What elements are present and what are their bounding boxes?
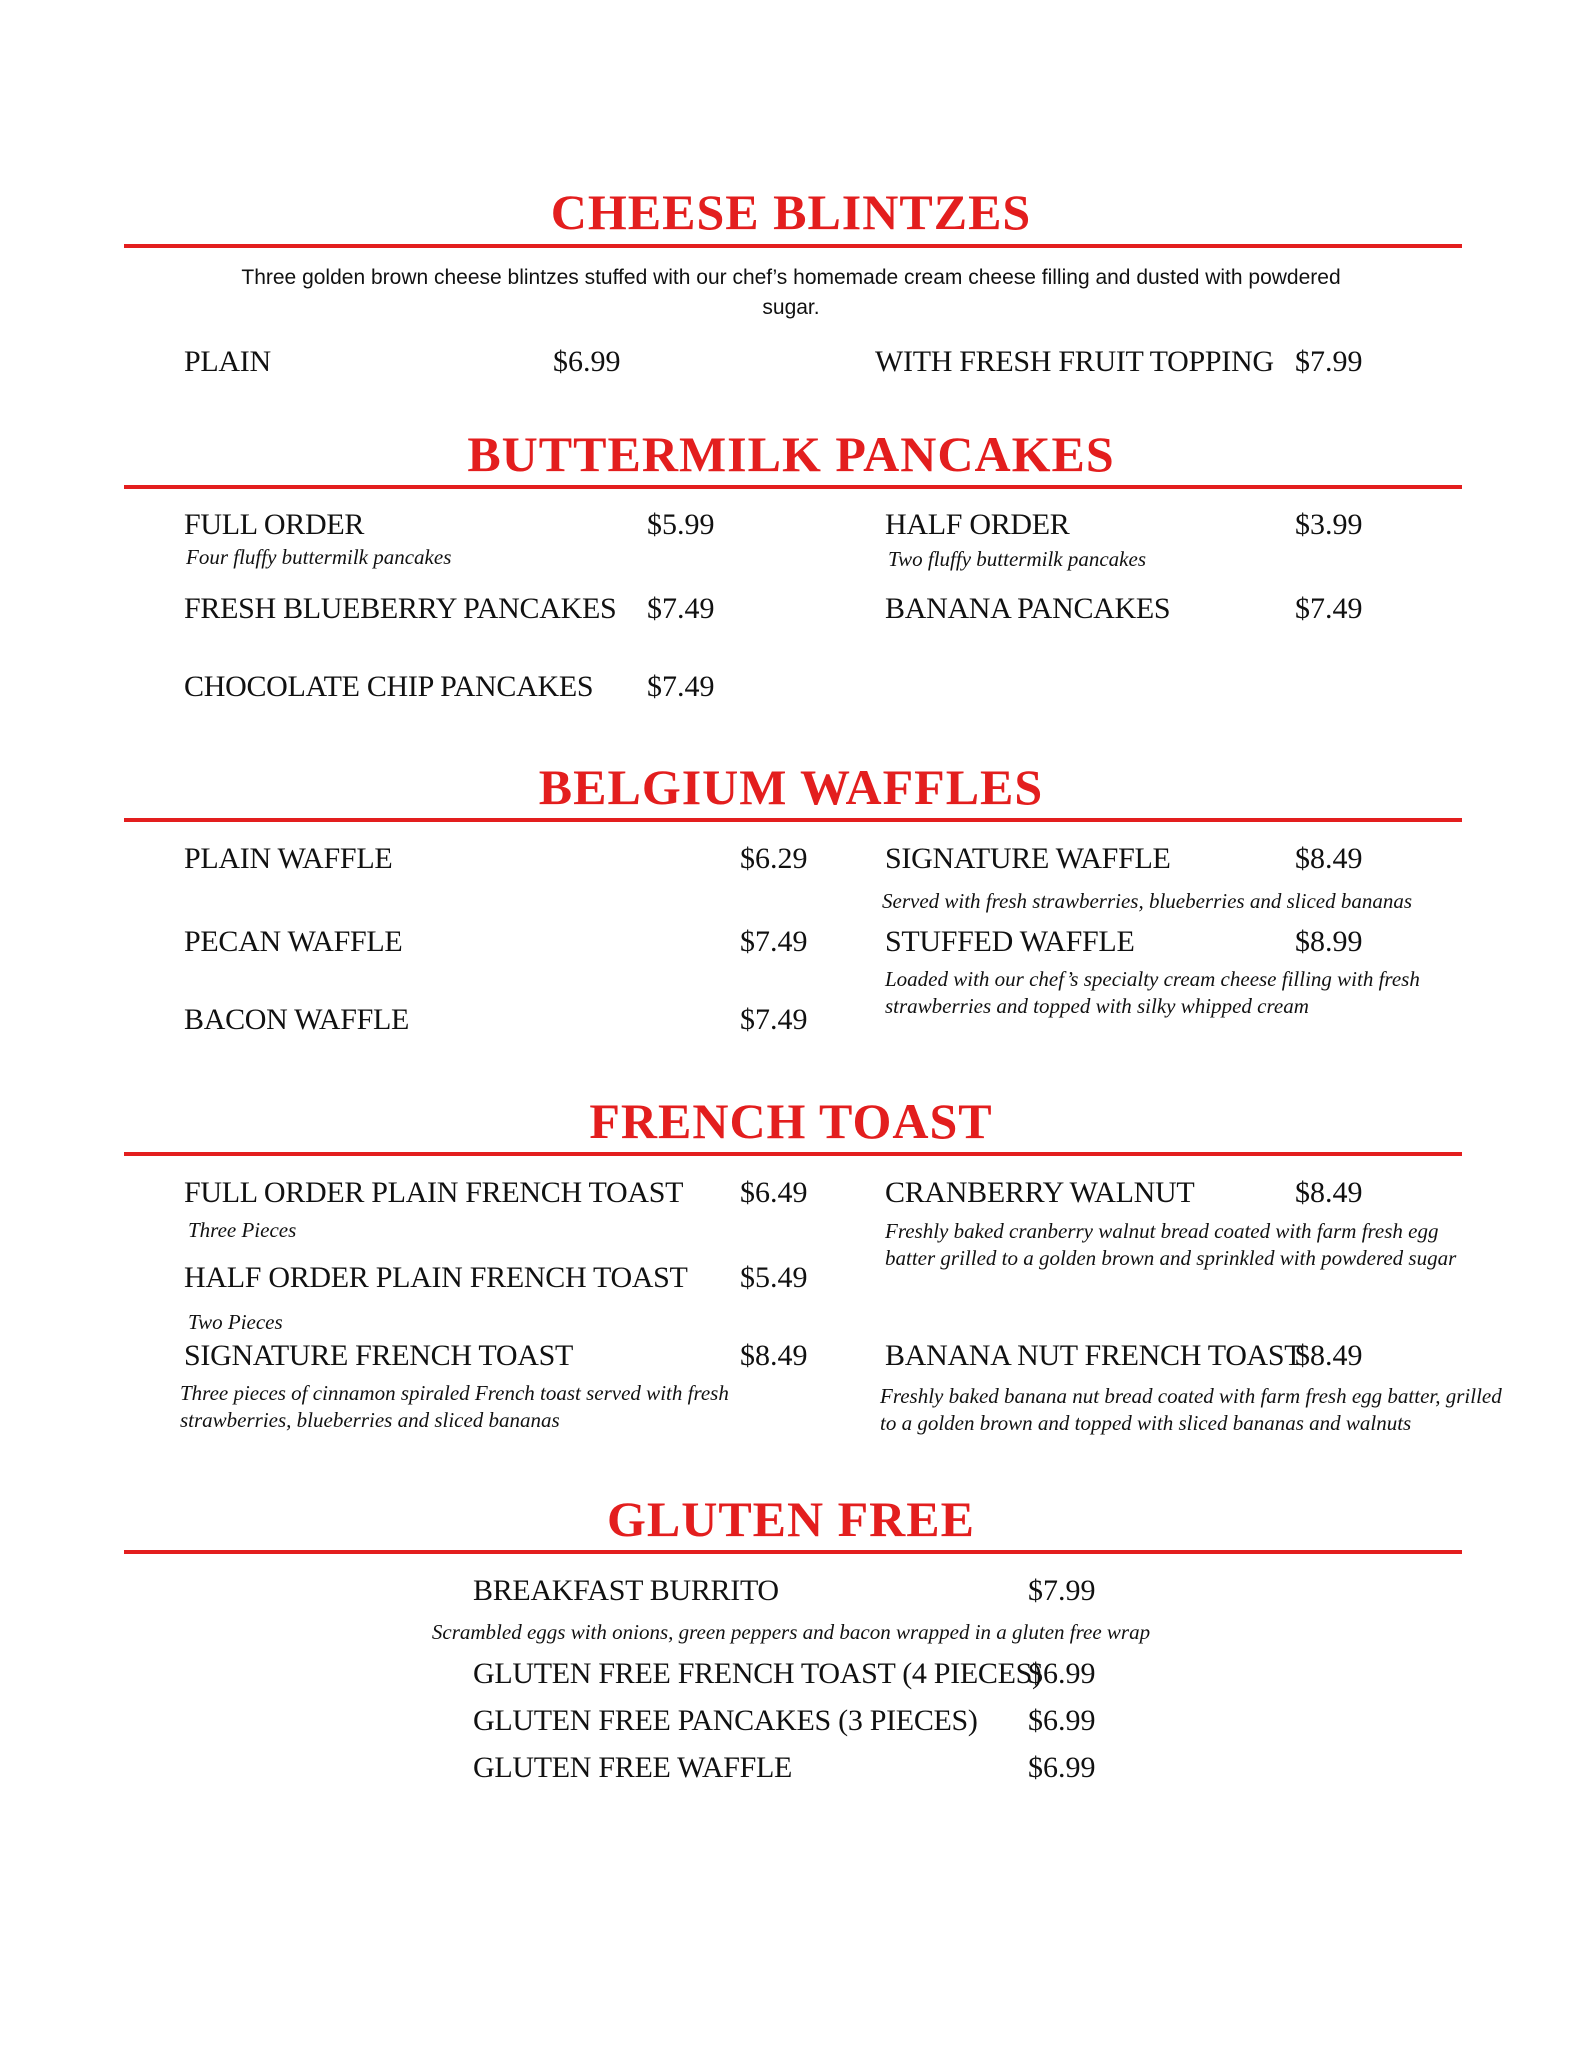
- section-title-belgium-waffles: BELGIUM WAFFLES: [538, 759, 1044, 815]
- section-title-french-toast: FRENCH TOAST: [589, 1093, 993, 1149]
- menu-item-price: $6.99: [553, 345, 621, 378]
- menu-item-price: $7.49: [1295, 592, 1363, 625]
- menu-item-description: Freshly baked cranberry walnut bread coated with farm fresh egg batter grilled to a golden brown and sprinkled with powdered sugar: [885, 1219, 1457, 1270]
- menu-item-price: $8.49: [1295, 1339, 1363, 1372]
- menu-item-description: Freshly baked banana nut bread coated with farm fresh egg batter, grilled to a golden brown and topped with sliced bananas and walnuts: [880, 1384, 1502, 1435]
- menu-item-name: FULL ORDER PLAIN FRENCH TOAST: [184, 1176, 684, 1209]
- menu-item-description: Loaded with our chef’s specialty cream cheese filling with fresh strawberries and topped with silky whipped cream: [885, 967, 1420, 1018]
- menu-item-price: $7.99: [1028, 1574, 1096, 1607]
- menu-item-name: BANANA PANCAKES: [885, 592, 1171, 625]
- menu-item-description: Three pieces of cinnamon spiraled French toast served with fresh strawberries, blueberries and sliced bananas: [180, 1381, 729, 1432]
- menu-item-name: FULL ORDER: [184, 508, 365, 541]
- menu-item-price: $6.29: [740, 842, 808, 875]
- menu-item-price: $8.49: [740, 1339, 808, 1372]
- menu-item-price: $6.99: [1028, 1751, 1096, 1784]
- menu-item-name: CRANBERRY WALNUT: [885, 1176, 1195, 1209]
- menu-item-name: FRESH BLUEBERRY PANCAKES: [184, 592, 617, 625]
- menu-item-name: SIGNATURE FRENCH TOAST: [184, 1339, 574, 1372]
- menu-item-price: $8.99: [1295, 925, 1363, 958]
- menu-item-price: $7.49: [740, 1003, 808, 1036]
- menu-item-name: BANANA NUT FRENCH TOAST: [885, 1339, 1303, 1372]
- section-divider: [124, 1152, 1462, 1156]
- menu-item-name: GLUTEN FREE PANCAKES (3 PIECES): [473, 1704, 978, 1737]
- menu-item-description: Served with fresh strawberries, blueberries and sliced bananas: [882, 889, 1413, 913]
- section-divider: [124, 485, 1462, 489]
- menu-item-price: $3.99: [1295, 508, 1363, 541]
- menu-item-description: Three Pieces: [188, 1218, 297, 1242]
- menu-item-description: Scrambled eggs with onions, green peppers and bacon wrapped in a gluten free wrap: [431, 1620, 1151, 1644]
- menu-item-price: $5.99: [647, 508, 715, 541]
- section-divider: [124, 818, 1462, 822]
- section-title-cheese-blintzes: CHEESE BLINTZES: [550, 184, 1032, 240]
- menu-item-price: $7.49: [647, 592, 715, 625]
- menu-item-name: BACON WAFFLE: [184, 1003, 410, 1036]
- menu-item-name: PLAIN WAFFLE: [184, 842, 393, 875]
- menu-item-price: $8.49: [1295, 1176, 1363, 1209]
- menu-item-name: GLUTEN FREE FRENCH TOAST (4 PIECES): [473, 1657, 1042, 1690]
- section-intro: Three golden brown cheese blintzes stuffed with our chef’s homemade cream cheese filling and dusted with powdered sugar.: [241, 266, 1341, 319]
- menu-item-price: $8.49: [1295, 842, 1363, 875]
- section-divider: [124, 1550, 1462, 1554]
- menu-item-description: Four fluffy buttermilk pancakes: [186, 545, 452, 569]
- menu-item-description: Two Pieces: [188, 1310, 283, 1334]
- menu-item-price: $6.99: [1028, 1704, 1096, 1737]
- menu-item-name: GLUTEN FREE WAFFLE: [473, 1751, 793, 1784]
- menu-item-name: HALF ORDER PLAIN FRENCH TOAST: [184, 1261, 688, 1294]
- menu-item-name: PLAIN: [184, 345, 271, 378]
- menu-item-name: HALF ORDER: [885, 508, 1070, 541]
- menu-item-name: STUFFED WAFFLE: [885, 925, 1135, 958]
- menu-item-price: $6.99: [1028, 1657, 1096, 1690]
- menu-item-name: SIGNATURE WAFFLE: [885, 842, 1171, 875]
- menu-item-price: $7.49: [740, 925, 808, 958]
- menu-item-description: Two fluffy buttermilk pancakes: [888, 547, 1146, 571]
- menu-item-price: $7.99: [1295, 345, 1363, 378]
- menu-item-price: $6.49: [740, 1176, 808, 1209]
- menu-item-price: $7.49: [647, 670, 715, 703]
- menu-item-price: $5.49: [740, 1261, 808, 1294]
- menu-item-name: BREAKFAST BURRITO: [473, 1574, 779, 1607]
- section-divider: [124, 244, 1462, 248]
- menu-item-name: CHOCOLATE CHIP PANCAKES: [184, 670, 594, 703]
- menu-item-name: WITH FRESH FRUIT TOPPING: [875, 345, 1274, 378]
- menu-item-name: PECAN WAFFLE: [184, 925, 403, 958]
- section-title-gluten-free: GLUTEN FREE: [606, 1491, 975, 1547]
- section-title-buttermilk-pancakes: BUTTERMILK PANCAKES: [467, 426, 1115, 482]
